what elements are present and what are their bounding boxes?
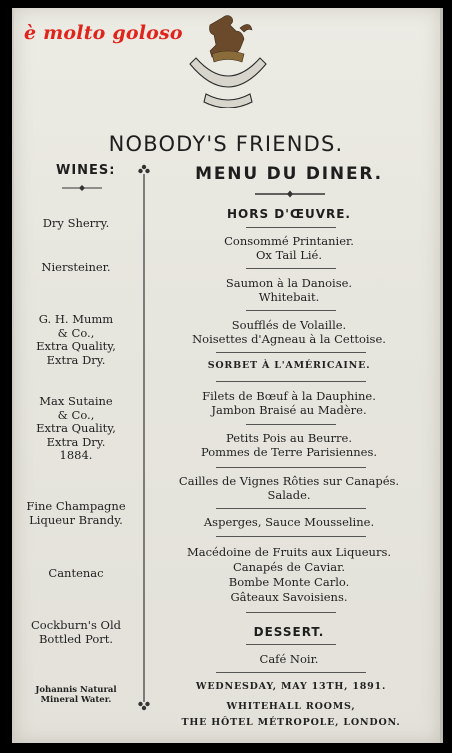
section-hors-doeuvre: HORS D'ŒUVRE. bbox=[227, 207, 351, 221]
menu-title: NOBODY'S FRIENDS. bbox=[108, 132, 344, 156]
watermark: è molto goloso bbox=[24, 22, 183, 44]
column-divider bbox=[137, 162, 151, 714]
wine-item: Niersteiner. bbox=[41, 260, 111, 274]
event-date: WEDNESDAY, MAY 13TH, 1891. bbox=[195, 681, 387, 692]
wine-item: Cantenac bbox=[48, 566, 104, 580]
separator bbox=[216, 381, 366, 382]
separator bbox=[246, 612, 336, 613]
menu-heading: MENU DU DINER. bbox=[195, 164, 383, 184]
separator bbox=[216, 508, 366, 509]
lion-crest-icon bbox=[182, 10, 274, 108]
section-dessert: DESSERT. bbox=[253, 625, 325, 639]
wine-item: Cockburn's Old Bottled Port. bbox=[31, 618, 121, 646]
menu-course-sorbet: SORBET À L'AMÉRICAINE. bbox=[207, 360, 371, 371]
menu-course: Cailles de Vignes Rôties sur Canapés. Salade. bbox=[178, 474, 400, 502]
ornament-icon bbox=[255, 189, 325, 199]
menu-course: Café Noir. bbox=[259, 652, 319, 666]
wine-item: G. H. Mumm & Co., Extra Quality, Extra Dry. bbox=[36, 312, 116, 367]
separator bbox=[246, 424, 336, 425]
separator bbox=[216, 672, 366, 673]
menu-course: Soufflés de Volaille. Noisettes d'Agneau à la Cettoise. bbox=[192, 318, 386, 346]
menu-course: Macédoine de Fruits aux Liqueurs. Canapés de Caviar. Bombe Monte Carlo. Gâteaux Savoisiens. bbox=[186, 545, 392, 604]
venue-line-1: WHITEHALL ROOMS, bbox=[226, 701, 356, 712]
separator bbox=[216, 467, 366, 468]
separator bbox=[216, 536, 366, 537]
wines-heading: WINES: bbox=[56, 163, 116, 178]
wine-item: Fine Champagne Liqueur Brandy. bbox=[26, 499, 126, 527]
separator bbox=[246, 227, 336, 228]
wine-item: Dry Sherry. bbox=[42, 216, 110, 230]
venue-line-2: THE HÔTEL MÉTROPOLE, LONDON. bbox=[181, 717, 401, 728]
ornament-icon bbox=[62, 183, 102, 193]
wine-item: Max Sutaine & Co., Extra Quality, Extra Dry. 1884. bbox=[36, 394, 116, 462]
menu-course: Filets de Bœuf à la Dauphine. Jambon Braisé au Madère. bbox=[202, 389, 376, 417]
separator bbox=[246, 644, 336, 645]
menu-course: Saumon à la Danoise. Whitebait. bbox=[225, 276, 353, 304]
menu-course: Petits Pois au Beurre. Pommes de Terre Parisiennes. bbox=[200, 431, 378, 459]
menu-course: Asperges, Sauce Mousseline. bbox=[203, 515, 375, 529]
separator bbox=[246, 268, 336, 269]
menu-course: Consommé Printanier. Ox Tail Lié. bbox=[224, 234, 354, 262]
separator bbox=[216, 352, 366, 353]
wine-item: Johannis Natural Mineral Water. bbox=[35, 685, 117, 705]
separator bbox=[246, 310, 336, 311]
